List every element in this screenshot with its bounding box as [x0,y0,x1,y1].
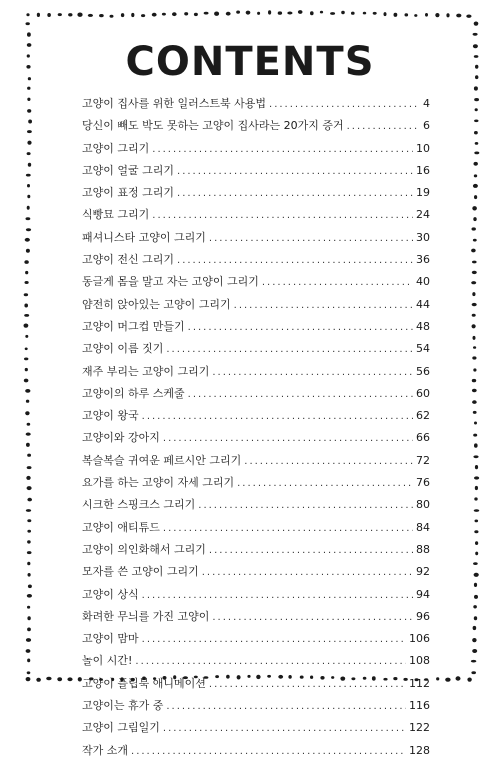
toc-entry-page: 44 [416,297,430,311]
toc-entry[interactable] [82,628,430,650]
toc-entry-page: 122 [409,721,430,735]
toc-entry-page: 62 [416,409,430,423]
toc-entry-page: 56 [416,364,430,378]
table-of-contents [82,93,430,762]
toc-entry[interactable] [82,115,430,137]
dot-leader [212,607,413,629]
toc-entry-title: 고양이 플립북 애니메이션 [82,676,206,690]
toc-entry-page: 92 [416,565,430,579]
toc-entry[interactable] [82,294,430,316]
toc-entry-title: 고양이 그리기 [82,141,150,155]
toc-entry-page: 19 [416,186,430,200]
toc-entry-page: 76 [416,476,430,490]
toc-entry-title: 고양이 그림일기 [82,721,160,735]
toc-entry-page: 72 [416,453,430,467]
toc-entry-page: 54 [416,342,430,356]
toc-entry-title: 놀이 시간! [82,654,133,668]
toc-entry-page: 6 [423,119,430,133]
dot-leader [163,518,413,540]
toc-entry-page: 10 [416,141,430,155]
toc-entry-title: 패셔니스타 고양이 그리기 [82,230,206,244]
toc-entry[interactable] [82,539,430,561]
dot-leader [163,718,406,740]
toc-entry-page: 40 [416,275,430,289]
toc-entry-title: 고양이 표정 그리기 [82,186,175,200]
toc-entry[interactable] [82,204,430,226]
dot-leader [166,696,406,718]
toc-entry-page: 108 [409,654,430,668]
toc-entry-title: 고양이 상식 [82,587,139,601]
toc-entry[interactable] [82,494,430,516]
dot-leader [234,295,413,317]
dot-leader [152,139,413,161]
toc-entry-title: 고양이 머그컵 만들기 [82,319,185,333]
dot-leader [202,562,413,584]
toc-entry-page: 30 [416,230,430,244]
toc-entry-page: 96 [416,609,430,623]
toc-entry-title: 작가 소개 [82,743,129,757]
dot-leader [177,161,413,183]
dot-leader [135,651,406,673]
toc-entry-page: 4 [423,97,430,110]
dot-leader [212,362,413,384]
toc-entry-page: 116 [409,699,430,713]
dot-leader [237,473,413,495]
toc-entry-title: 시크한 스핑크스 그리기 [82,498,196,512]
dot-leader [142,585,413,607]
dot-leader [262,272,413,294]
dot-leader [163,428,413,450]
toc-entry[interactable] [82,450,430,472]
dot-leader [347,116,420,138]
toc-entry-title: 고양이 전신 그리기 [82,253,175,267]
dot-leader [152,205,413,227]
toc-entry-title: 당신이 빼도 박도 못하는 고양이 집사라는 20가지 증거 [82,119,344,133]
toc-entry[interactable] [82,160,430,182]
toc-entry-title: 고양이 의인화해서 그리기 [82,542,206,556]
toc-entry-title: 고양이 이름 짓기 [82,342,164,356]
toc-entry-title: 복슬복슬 귀여운 페르시안 그리기 [82,453,242,467]
toc-entry-title: 고양이와 강아지 [82,431,160,445]
toc-entry-title: 얌전히 앉아있는 고양이 그리기 [82,297,231,311]
toc-entry[interactable] [82,227,430,249]
dot-leader [131,741,406,763]
dot-leader [142,629,406,651]
toc-entry[interactable] [82,182,430,204]
toc-entry[interactable] [82,650,430,672]
toc-entry-page: 94 [416,587,430,601]
dot-leader [209,228,413,250]
dot-leader [209,674,406,696]
toc-entry[interactable] [82,249,430,271]
toc-entry[interactable] [82,606,430,628]
toc-entry[interactable] [82,93,430,115]
toc-entry[interactable] [82,427,430,449]
toc-entry[interactable] [82,361,430,383]
toc-entry-title: 고양이 얼굴 그리기 [82,163,175,177]
toc-entry[interactable] [82,695,430,717]
page-title: CONTENTS [125,39,375,85]
toc-entry-title: 동글게 몸을 말고 자는 고양이 그리기 [82,275,259,289]
dot-leader [198,495,413,517]
toc-entry[interactable] [82,405,430,427]
toc-entry-page: 24 [416,208,430,222]
toc-entry-title: 고양이의 하루 스케줄 [82,386,185,400]
toc-entry[interactable] [82,138,430,160]
dot-leader [209,540,413,562]
toc-entry-title: 고양이 집사를 위한 일러스트북 사용법 [82,97,267,110]
dot-leader [244,451,413,473]
toc-entry[interactable] [82,383,430,405]
dot-leader [177,183,413,205]
dot-leader [269,94,420,116]
toc-entry-page: 60 [416,386,430,400]
toc-entry[interactable] [82,717,430,739]
toc-entry-page: 16 [416,163,430,177]
toc-entry-title: 재주 부리는 고양이 그리기 [82,364,210,378]
toc-entry[interactable] [82,472,430,494]
dot-leader [142,406,413,428]
toc-entry-title: 고양이는 휴가 중 [82,699,164,713]
toc-entry-page: 84 [416,520,430,534]
toc-entry-title: 고양이 맘마 [82,632,139,646]
toc-entry[interactable] [82,316,430,338]
toc-entry-title: 고양이 왕국 [82,409,139,423]
toc-entry[interactable] [82,517,430,539]
toc-entry-page: 48 [416,319,430,333]
toc-entry[interactable] [82,673,430,695]
toc-entry[interactable] [82,271,430,293]
toc-entry-page: 106 [409,632,430,646]
dot-leader [166,339,413,361]
toc-entry-title: 식빵묘 그리기 [82,208,150,222]
toc-entry[interactable] [82,740,430,762]
toc-entry-page: 128 [409,743,430,757]
toc-entry[interactable] [82,338,430,360]
toc-entry-title: 화려한 무늬를 가진 고양이 [82,609,210,623]
toc-entry-page: 66 [416,431,430,445]
toc-entry-page: 80 [416,498,430,512]
toc-entry[interactable] [82,584,430,606]
toc-entry-page: 36 [416,253,430,267]
toc-entry-page: 88 [416,542,430,556]
toc-entry-title: 요가를 하는 고양이 자세 그리기 [82,476,235,490]
toc-entry-page: 112 [409,676,430,690]
dot-leader [188,384,413,406]
toc-entry[interactable] [82,561,430,583]
dot-leader [188,317,413,339]
dot-leader [177,250,413,272]
toc-entry-title: 고양이 애티튜드 [82,520,160,534]
toc-entry-title: 모자를 쓴 고양이 그리기 [82,565,199,579]
